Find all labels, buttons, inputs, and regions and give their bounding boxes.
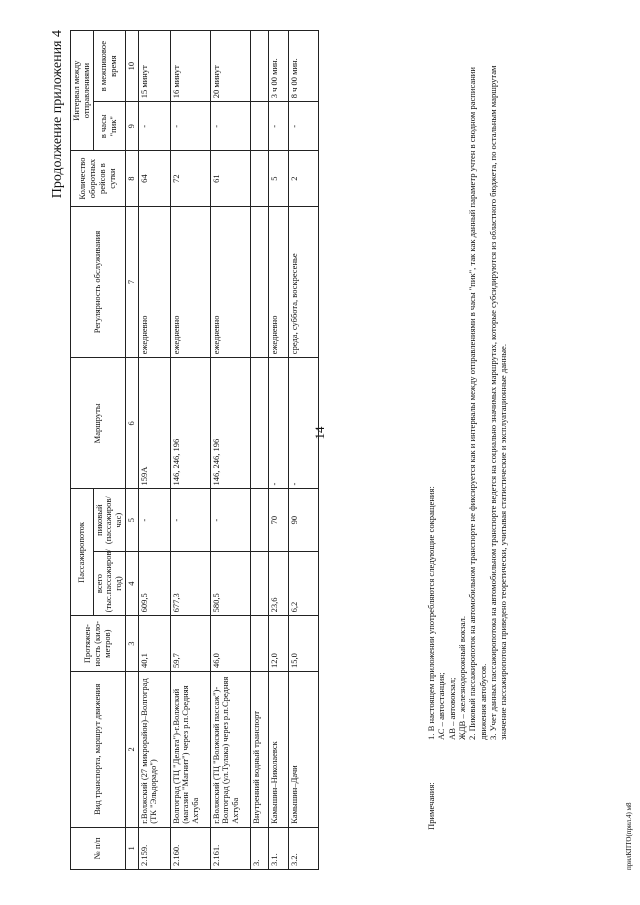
- header-transport: Вид транспорта, маршрут движения: [71, 671, 126, 827]
- cell-regularity: [250, 206, 268, 357]
- cell-length: 15,0: [288, 616, 318, 672]
- cell-interval-offpeak: 15 минут: [138, 31, 170, 102]
- cell-total: 677,3: [170, 551, 210, 616]
- cell-transport: Волгоград (ТЦ "Дельта")-г.Волжский (магазин "Магнит") через р.п.Средняя Ахтуба: [170, 671, 210, 827]
- cell-length: 12,0: [268, 616, 288, 672]
- cell-interval-offpeak: [250, 31, 268, 102]
- header-passenger-flow: Пассажиропоток: [71, 489, 94, 616]
- cell-transport: Камышин–Дачи: [288, 671, 318, 827]
- page-number: 14: [312, 426, 327, 440]
- table-body: [138, 31, 318, 870]
- cell-routes: 146, 246, 196: [210, 358, 250, 489]
- table-row: [210, 31, 250, 870]
- cell-transport: г.Волжский (ТЦ "Волжский пассаж")-Волгоград (ул.Тулака) через р.п.Средняя Ахтуба: [210, 671, 250, 827]
- cell-num: 3.2.: [288, 827, 318, 869]
- cell-total: [250, 551, 268, 616]
- cell-peak: -: [170, 489, 210, 551]
- cell-peak: [250, 489, 268, 551]
- cell-length: 46,0: [210, 616, 250, 672]
- cell-peak: 90: [288, 489, 318, 551]
- header-routes: Маршруты: [71, 358, 126, 489]
- header-length: Протяжен-ность (кило-метров): [71, 616, 126, 672]
- cell-total: 23,6: [268, 551, 288, 616]
- col-number: 6: [125, 358, 138, 489]
- cell-num: 2.159.: [138, 827, 170, 869]
- col-number: 9: [125, 102, 138, 151]
- cell-transport: г.Волжский (27 микрорайон)–Волгоград (ТК "Эльдорадо"): [138, 671, 170, 827]
- header-regularity: Регулярность обслуживания: [71, 206, 126, 357]
- footer-filename: прилКПТО(прил.4) м8: [625, 802, 633, 870]
- note-line: АВ – автовокзал;: [446, 677, 457, 740]
- col-number: 5: [125, 489, 138, 551]
- cell-peak: -: [210, 489, 250, 551]
- cell-total: 6,2: [288, 551, 318, 616]
- col-number: 1: [125, 827, 138, 869]
- column-number-row: [125, 31, 138, 870]
- table-row: [170, 31, 210, 870]
- table-row: [268, 31, 288, 870]
- cell-trips: 61: [210, 151, 250, 207]
- cell-interval-offpeak: 16 минут: [170, 31, 210, 102]
- cell-peak: 70: [268, 489, 288, 551]
- header-total: всего (тыс.пассажиров/ год): [93, 551, 125, 616]
- notes-body: [426, 40, 509, 740]
- header-peak: пиковый (пассажиров/ час): [93, 489, 125, 551]
- cell-trips: [250, 151, 268, 207]
- cell-trips: 2: [288, 151, 318, 207]
- header-trips: Количество оборотных рейсов в сутки: [71, 151, 126, 207]
- cell-interval-peak: -: [268, 102, 288, 151]
- cell-num: 3.: [250, 827, 268, 869]
- cell-peak: -: [138, 489, 170, 551]
- cell-interval-offpeak: 8 ч 00 мин.: [288, 31, 318, 102]
- header-interval: Интервал между отправлениями: [71, 31, 94, 151]
- note-line: 3. Учет данных пассажиропотока на автомобильном транспорте ведется на социально значимых маршрутах, которые субсидируются из областного бюджета, по остальным маршрутам значение пассажиропотока приведено теоретически, учитывая статистические и эксплуатационные данные.: [487, 65, 509, 740]
- note-line: 1. В настоящем приложении употребляются следующие сокращения:: [426, 486, 436, 740]
- table-row: [138, 31, 170, 870]
- cell-num: 2.160.: [170, 827, 210, 869]
- col-number: 2: [125, 671, 138, 827]
- cell-regularity: ежедневно: [170, 206, 210, 357]
- note-line: ЖДВ – железнодорожный вокзал.: [456, 616, 467, 740]
- cell-interval-offpeak: 20 минут: [210, 31, 250, 102]
- header-interval-offpeak: в межпиковое время: [93, 31, 125, 102]
- cell-interval-offpeak: 3 ч 00 мин.: [268, 31, 288, 102]
- col-number: 8: [125, 151, 138, 207]
- cell-routes: 146, 246, 196: [170, 358, 210, 489]
- cell-routes: -: [288, 358, 318, 489]
- col-number: 3: [125, 616, 138, 672]
- cell-routes: 159А: [138, 358, 170, 489]
- cell-num: 2.161.: [210, 827, 250, 869]
- notes-label: Примечания:: [426, 782, 436, 830]
- col-number: 4: [125, 551, 138, 616]
- table-row: [250, 31, 268, 870]
- cell-regularity: ежедневно: [138, 206, 170, 357]
- cell-total: 580,5: [210, 551, 250, 616]
- cell-interval-peak: [250, 102, 268, 151]
- cell-transport: Внутренний водный транспорт: [250, 671, 268, 827]
- header-num: № п/п: [71, 827, 126, 869]
- cell-num: 3.1.: [268, 827, 288, 869]
- rotated-content: [50, 30, 640, 870]
- cell-regularity: ежедневно: [268, 206, 288, 357]
- cell-transport: Камышин–Николаевск: [268, 671, 288, 827]
- cell-total: 609,5: [138, 551, 170, 616]
- table-row: [288, 31, 318, 870]
- cell-routes: [250, 358, 268, 489]
- cell-length: 40,1: [138, 616, 170, 672]
- routes-table: [70, 30, 319, 870]
- cell-interval-peak: -: [210, 102, 250, 151]
- note-line: 2. Пиковый пассажиропоток на автомобильном транспорте не фиксируется как и интервалы между отправлениями в часы "пик", так как данный параметр учтен в сводном расписании движения автобусов.: [467, 67, 488, 740]
- cell-interval-peak: -: [138, 102, 170, 151]
- appendix-title: Продолжение приложения 4: [50, 30, 65, 199]
- cell-routes: -: [268, 358, 288, 489]
- cell-regularity: ежедневно: [210, 206, 250, 357]
- col-number: 7: [125, 206, 138, 357]
- cell-trips: 72: [170, 151, 210, 207]
- header-interval-peak: в часы "пик": [93, 102, 125, 151]
- col-number: 10: [125, 31, 138, 102]
- cell-length: [250, 616, 268, 672]
- cell-interval-peak: -: [288, 102, 318, 151]
- cell-regularity: среда, суббота, воскресенье: [288, 206, 318, 357]
- note-line: АС – автостанция;: [436, 672, 447, 740]
- cell-trips: 64: [138, 151, 170, 207]
- cell-interval-peak: -: [170, 102, 210, 151]
- cell-length: 59,7: [170, 616, 210, 672]
- cell-trips: 5: [268, 151, 288, 207]
